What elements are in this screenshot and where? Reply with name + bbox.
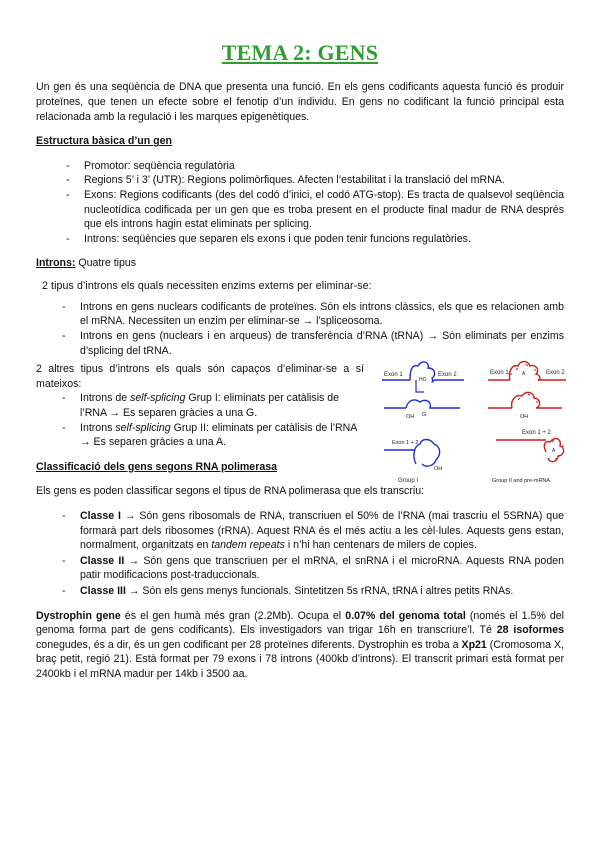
list-item: - Introns en gens nuclears codificants de proteïnes. Són els introns clàssics, els que es relacionen amb el mRNA. Necessiten un enzim per eliminar-se → l’spliceosoma. xyxy=(62,300,564,329)
introns-heading-label: Introns: xyxy=(36,257,76,270)
introns-group1-list xyxy=(36,300,564,358)
classificacio-intro: Els gens es poden classificar segons el tipus de RNA polimerasa que els transcriu: xyxy=(36,485,425,498)
exon12-label-b: Exon 1 + 2 xyxy=(522,430,551,437)
self-splicing-figure xyxy=(376,360,572,492)
class-label: Classe I xyxy=(80,509,121,522)
g-label: G xyxy=(422,412,427,419)
list-item: - Regions 5’ i 3’ (UTR): Regions polimòrfiques. Afecten l’estabilitat i la translació del mRNA. xyxy=(66,173,564,188)
caption-group-i: Group I xyxy=(398,478,419,485)
document-page xyxy=(36,38,564,682)
exon2-label: Exon 2 xyxy=(438,372,457,379)
group-ii-diagram xyxy=(488,362,566,485)
splicing-diagram xyxy=(376,360,572,492)
list-item: - Promotor: seqüència regulatòria xyxy=(66,159,564,174)
introns-group2-intro: 2 altres tipus d’introns els quals són capaços d’eliminar-se a sí mateixos: xyxy=(36,363,364,390)
exon2-label-b: Exon 2 xyxy=(546,370,565,377)
emphasis: tandem repeats xyxy=(211,539,285,552)
introns-group2-list xyxy=(36,391,364,449)
oh-label: OH xyxy=(406,414,415,421)
group-i-diagram xyxy=(382,362,464,484)
ho-label: HO xyxy=(419,377,427,384)
classificacio-heading: Classificació dels gens segons RNA polimerasa xyxy=(36,460,277,473)
list-item: - Introns en gens (nuclears i en arqueus) de transferència d’RNA (tRNA) → Són eliminats per enzims d’splicing del tRNA. xyxy=(62,329,564,358)
intro-paragraph: Un gen és una seqüència de DNA que presenta una funció. En els gens codificants aquesta funció és produir proteïnes, que tenen un efecte sobre el fenotip d’un individu. En gens no codificant la funció principal esta relacionada amb la regulació i les marques epigenètiques. xyxy=(36,81,564,123)
page-title: TEMA 2: GENS xyxy=(221,40,379,65)
a-label: A xyxy=(522,371,526,378)
introns-heading-rest: Quatre tipus xyxy=(75,257,137,270)
a-label-2: A xyxy=(552,448,556,455)
estructura-list xyxy=(36,159,564,247)
exon12-label: Exon 1 + 2 xyxy=(392,440,419,447)
emphasis: self-splicing xyxy=(130,392,186,405)
list-item: - Classe I → Són gens ribosomals de RNA, transcriuen el 50% de l’RNA (mai trascriu el 5SRNA) que formarà part dels ribosomes (rRNA). Aquest RNA és el més actiu a les cèl·lules. Aquests gens estan, normalment, organitzats en tandem repeats i n’hi han centenars de milers de copies. xyxy=(62,509,564,553)
classificacio-list xyxy=(36,509,564,599)
estructura-heading: Estructura bàsica d’un gen xyxy=(36,135,172,148)
caption-group-ii: Group II and pre-mRNA xyxy=(492,478,551,485)
dystrophin-paragraph: Dystrophin gene és el gen humà més gran (2.2Mb). Ocupa el 0.07% del genoma total (només el 1.5% del genoma forma part de gens codificants). Els investigadors van trigar 16h en transcriure’l. Té 28 isoformes conegudes, és a dir, és un gen codificant per 28 proteïnes diferents. Dystrophin es troba a Xp21 (Cromosoma X, braç petit, regió 21). Està format per 79 exons i 78 introns (400kb d’introns). El transcrit primari està format per 2400kb i el mRNA madur per 14kb i 3500 aa. xyxy=(36,609,565,681)
oh-label-2: OH xyxy=(434,466,443,473)
emphasis: self-splicing xyxy=(115,421,171,434)
oh-label-3: OH xyxy=(520,414,529,421)
class-label: Classe II xyxy=(80,554,125,567)
exon1-label-b: Exon 1 xyxy=(490,370,509,377)
list-item: - Introns de self-splicing Grup I: eliminats per catàlisis de l’RNA → Es separen gràcies a una G. xyxy=(62,391,364,420)
exon1-label: Exon 1 xyxy=(384,372,403,379)
list-item: - Exons: Regions codificants (des del codó d’inici, el codó ATG-stop). Es tracta de qualsevol seqüència nucleotídica codificada per un gen que es troba present en el producte final madur de RNA després que els introns hagin estat eliminats per splicing. xyxy=(66,188,564,232)
class-label: Classe III xyxy=(80,585,126,598)
list-item: - Classe II → Són gens que transcriuen per el mRNA, el snRNA i el microRNA. Aquests RNA poden patir modificacions post-traduccionals. xyxy=(62,554,564,583)
introns-group1-intro: 2 tipus d’introns els quals necessiten enzims externs per eliminar-se: xyxy=(42,280,372,293)
list-item: - Introns: seqüències que separen els exons i que poden tenir funcions regulatòries. xyxy=(66,232,564,247)
list-item: - Classe III → Són els gens menys funcionals. Sintetitzen 5s rRNA, tRNA i altres petits RNAs. xyxy=(62,584,564,599)
introns-heading xyxy=(36,256,564,271)
list-item: - Introns self-splicing Grup II: eliminats per catàlisis de l’RNA → Es separen gràcies a una A. xyxy=(62,421,364,450)
